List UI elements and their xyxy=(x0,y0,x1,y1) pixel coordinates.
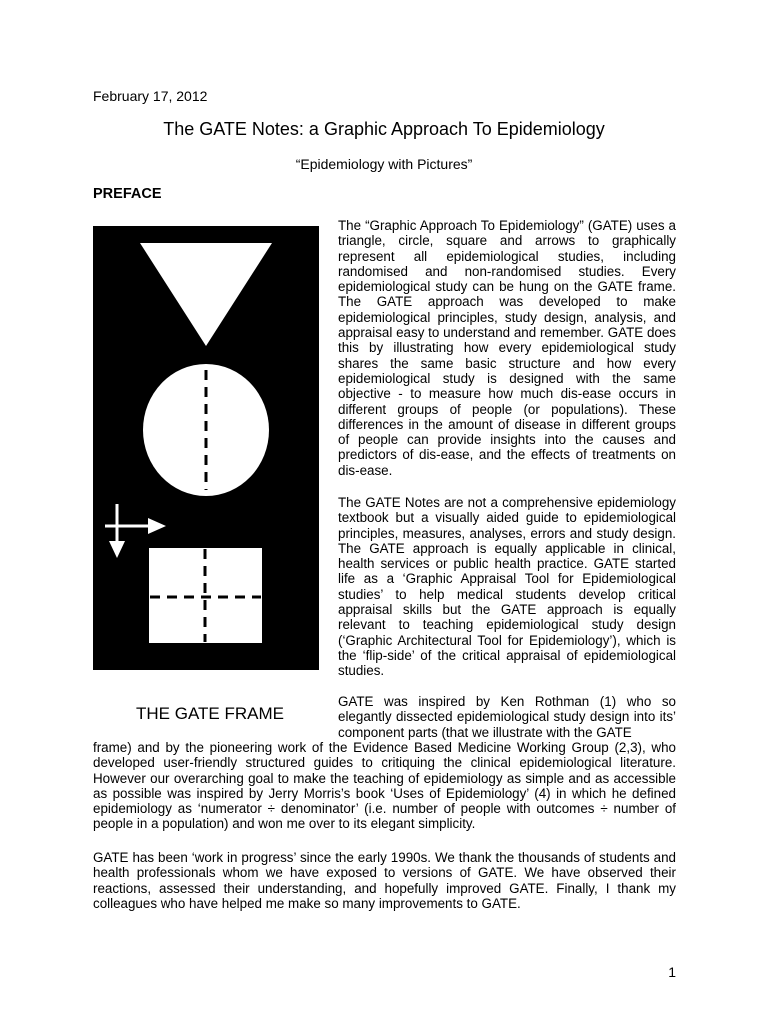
document-date: February 17, 2012 xyxy=(93,88,208,104)
paragraph-scope: The GATE Notes are not a comprehensive epidemiology textbook but a visually aided guide to epidemiological principles, measures, analyses, errors and study design. The GATE approach is equally applicable in clinical, health services or public health practice. GATE started life as a ‘Graphic Appraisal Tool for Epidemiological studies’ to help medical students develop critical appraisal skills but the GATE approach is equally relevant to teaching epidemiological study design (‘Graphic Architectural Tool for Epidemiology’), which is the ‘flip-side’ of the critical appraisal of epidemiological studies. xyxy=(338,495,676,679)
paragraph-intro: The “Graphic Approach To Epidemiology” (GATE) uses a triangle, circle, square and arrows to graphically represent all epidemiological studies, including randomised and non-randomised studies. Every epidemiological study can be hung on the GATE frame. The GATE approach was developed to make epidemiological principles, study design, analysis, and appraisal easy to understand and remember. GATE does this by illustrating how every epidemiological study shares the same basic structure and how every epidemiological study is designed with the same objective - to measure how much dis-ease occurs in different groups of people (or populations). These differences in the amount of disease in different groups of people can provide insights into the causes and predictors of dis-ease, and the effects of treatments on dis-ease. xyxy=(338,218,676,478)
paragraph-thanks: GATE has been ‘work in progress’ since the early 1990s. We thank the thousands of students and health professionals whom we have exposed to versions of GATE. We have observed their reactions, assessed their understanding, and hopefully improved GATE. Finally, I thank my colleagues who have helped me make so many improvements to GATE. xyxy=(93,850,676,911)
section-heading-preface: PREFACE xyxy=(93,186,162,202)
document-subtitle: “Epidemiology with Pictures” xyxy=(295,156,473,172)
paragraph-inspiration-end: frame) and by the pioneering work of the Evidence Based Medicine Working Group (2,3), who developed user-friendly structured guides to critiquing the clinical epidemiological literature. However our overarching goal to make the teaching of epidemiology as simple and as accessible as possible was inspired by Jerry Morris’s book ‘Uses of Epidemiology’ (4) in which he defined epidemiology as ‘numerator ÷ denominator’ (i.e. number of people with outcomes ÷ number of people in a population) and won me over to its elegant simplicity. xyxy=(93,740,676,832)
paragraph-inspiration-start: GATE was inspired by Ken Rothman (1) who so elegantly dissected epidemiological study design into its’ component parts (that we illustrate with the GATE xyxy=(338,694,676,740)
figure-caption: THE GATE FRAME xyxy=(136,704,284,723)
document-title: The GATE Notes: a Graphic Approach To Epidemiology xyxy=(163,119,605,139)
page-number: 1 xyxy=(668,964,676,980)
gate-frame-figure xyxy=(93,226,319,670)
